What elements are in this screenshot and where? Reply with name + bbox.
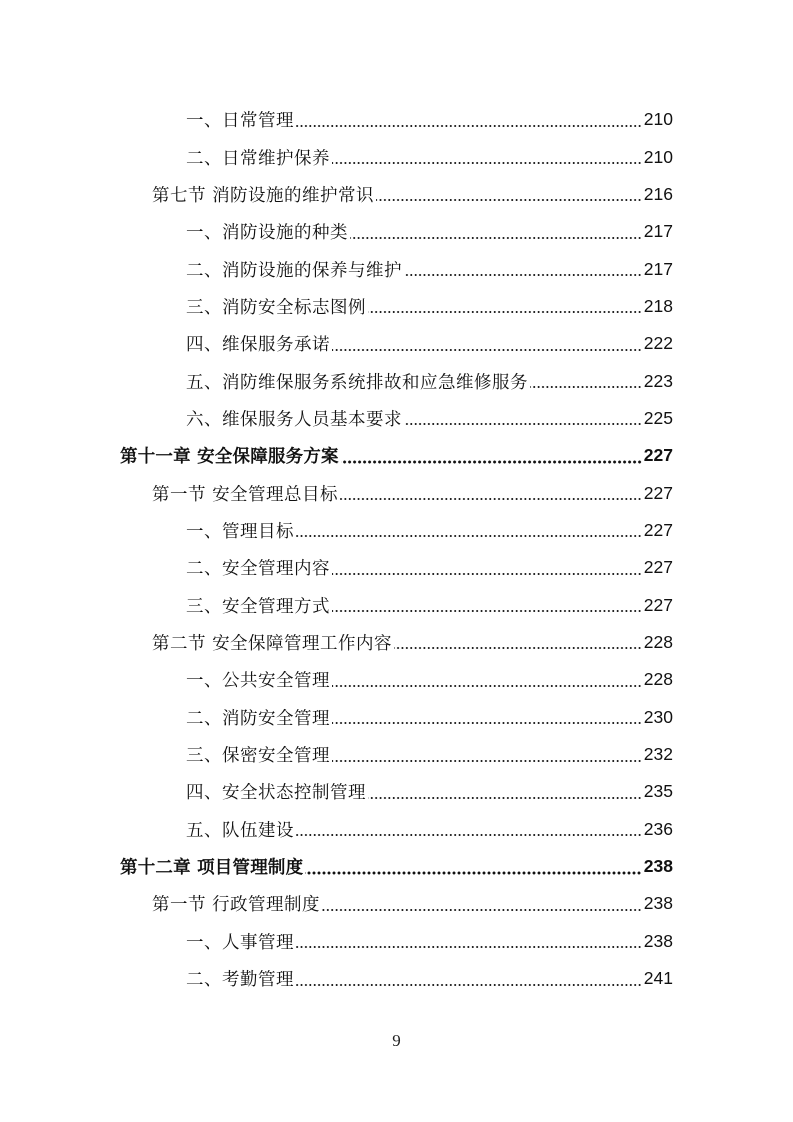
toc-entry-item[interactable]	[0, 362, 793, 399]
toc-entry-page-number: 225	[643, 407, 673, 428]
toc-entry-item[interactable]	[0, 811, 793, 848]
toc-entry-title: 三、消防安全标志图例	[186, 297, 366, 318]
toc-entry-page-number: 217	[643, 258, 673, 279]
toc-dot-leader	[404, 422, 642, 426]
toc-entry-page-number: 230	[643, 706, 673, 727]
toc-entry-chapter[interactable]	[0, 437, 793, 474]
toc-entry-item[interactable]	[0, 250, 793, 287]
toc-entry-page-number: 210	[643, 109, 673, 130]
toc-entry-item[interactable]	[0, 549, 793, 586]
toc-entry-item[interactable]	[0, 773, 793, 810]
toc-entry-title: 一、管理目标	[186, 521, 294, 542]
toc-entry-title: 六、维保服务人员基本要求	[186, 409, 402, 430]
toc-entry-page-number: 238	[643, 856, 673, 877]
toc-dot-leader	[340, 497, 642, 501]
toc-entry-item[interactable]	[0, 699, 793, 736]
toc-entry-title: 一、人事管理	[186, 932, 294, 953]
toc-dot-leader	[530, 385, 642, 389]
toc-entry-page-number: 223	[643, 370, 673, 391]
toc-entry-title: 五、消防维保服务系统排故和应急维修服务	[186, 372, 528, 393]
toc-entry-page-number: 238	[643, 893, 673, 914]
toc-dot-leader	[305, 871, 642, 875]
toc-dot-leader	[332, 759, 642, 763]
toc-entry-item[interactable]	[0, 213, 793, 250]
toc-entry-title: 第二节 安全保障管理工作内容	[152, 633, 393, 654]
toc-entry-title: 二、考勤管理	[186, 970, 294, 991]
toc-dot-leader	[368, 796, 642, 800]
toc-entry-page-number: 227	[643, 482, 673, 503]
toc-entry-item[interactable]	[0, 400, 793, 437]
toc-dot-leader	[376, 198, 642, 202]
toc-entry-page-number: 227	[643, 519, 673, 540]
toc-entry-page-number: 228	[643, 631, 673, 652]
toc-entry-title: 一、消防设施的种类	[186, 223, 348, 244]
toc-entry-title: 二、消防设施的保养与维护	[186, 260, 402, 281]
toc-entry-item[interactable]	[0, 586, 793, 623]
toc-entry-title: 第一节 行政管理制度	[152, 895, 321, 916]
toc-dot-leader	[350, 236, 642, 240]
toc-entry-page-number: 241	[643, 968, 673, 989]
toc-entry-title: 二、安全管理内容	[186, 559, 330, 580]
toc-entry-section[interactable]	[0, 885, 793, 922]
toc-entry-title: 第十一章 安全保障服务方案	[120, 447, 339, 468]
toc-dot-leader	[296, 833, 642, 837]
toc-entry-title: 第十二章 项目管理制度	[120, 858, 304, 879]
toc-entry-page-number: 227	[643, 557, 673, 578]
toc-dot-leader	[322, 908, 642, 912]
toc-dot-leader	[296, 983, 642, 987]
toc-entry-title: 三、保密安全管理	[186, 746, 330, 767]
toc-entry-item[interactable]	[0, 960, 793, 997]
toc-entry-title: 一、日常管理	[186, 111, 294, 132]
toc-entry-page-number: 227	[643, 594, 673, 615]
toc-entry-page-number: 232	[643, 744, 673, 765]
toc-dot-leader	[394, 646, 642, 650]
toc-entry-page-number: 228	[643, 669, 673, 690]
toc-dot-leader	[332, 572, 642, 576]
toc-entry-title: 第七节 消防设施的维护常识	[152, 185, 375, 206]
toc-entry-item[interactable]	[0, 101, 793, 138]
toc-entry-item[interactable]	[0, 512, 793, 549]
toc-entry-title: 三、安全管理方式	[186, 596, 330, 617]
toc-entry-section[interactable]	[0, 176, 793, 213]
page-number: 9	[392, 1031, 401, 1050]
toc-dot-leader	[296, 534, 642, 538]
toc-entry-page-number: 222	[643, 333, 673, 354]
toc-entry-title: 二、日常维护保养	[186, 148, 330, 169]
toc-dot-leader	[332, 721, 642, 725]
toc-entry-page-number: 227	[643, 445, 673, 466]
toc-entry-page-number: 235	[643, 781, 673, 802]
toc-dot-leader	[332, 684, 642, 688]
toc-entry-chapter[interactable]	[0, 848, 793, 885]
toc-entry-item[interactable]	[0, 288, 793, 325]
toc-dot-leader	[332, 609, 642, 613]
toc-dot-leader	[332, 348, 642, 352]
toc-entry-section[interactable]	[0, 474, 793, 511]
toc-entry-page-number: 216	[643, 183, 673, 204]
toc-entry-title: 四、安全状态控制管理	[186, 783, 366, 804]
toc-entry-title: 一、公共安全管理	[186, 671, 330, 692]
toc-dot-leader	[296, 945, 642, 949]
table-of-contents	[0, 101, 793, 997]
toc-entry-section[interactable]	[0, 624, 793, 661]
toc-entry-title: 四、维保服务承诺	[186, 335, 330, 356]
toc-entry-page-number: 217	[643, 221, 673, 242]
toc-dot-leader	[341, 460, 642, 464]
toc-entry-page-number: 238	[643, 930, 673, 951]
toc-entry-item[interactable]	[0, 661, 793, 698]
toc-dot-leader	[332, 161, 642, 165]
toc-dot-leader	[368, 310, 642, 314]
toc-entry-item[interactable]	[0, 138, 793, 175]
toc-entry-page-number: 210	[643, 146, 673, 167]
toc-entry-page-number: 236	[643, 818, 673, 839]
toc-entry-item[interactable]	[0, 923, 793, 960]
toc-entry-item[interactable]	[0, 325, 793, 362]
toc-dot-leader	[296, 124, 642, 128]
toc-entry-title: 五、队伍建设	[186, 820, 294, 841]
toc-entry-title: 第一节 安全管理总目标	[152, 484, 339, 505]
toc-dot-leader	[404, 273, 642, 277]
toc-entry-page-number: 218	[643, 295, 673, 316]
toc-entry-item[interactable]	[0, 736, 793, 773]
toc-entry-title: 二、消防安全管理	[186, 708, 330, 729]
